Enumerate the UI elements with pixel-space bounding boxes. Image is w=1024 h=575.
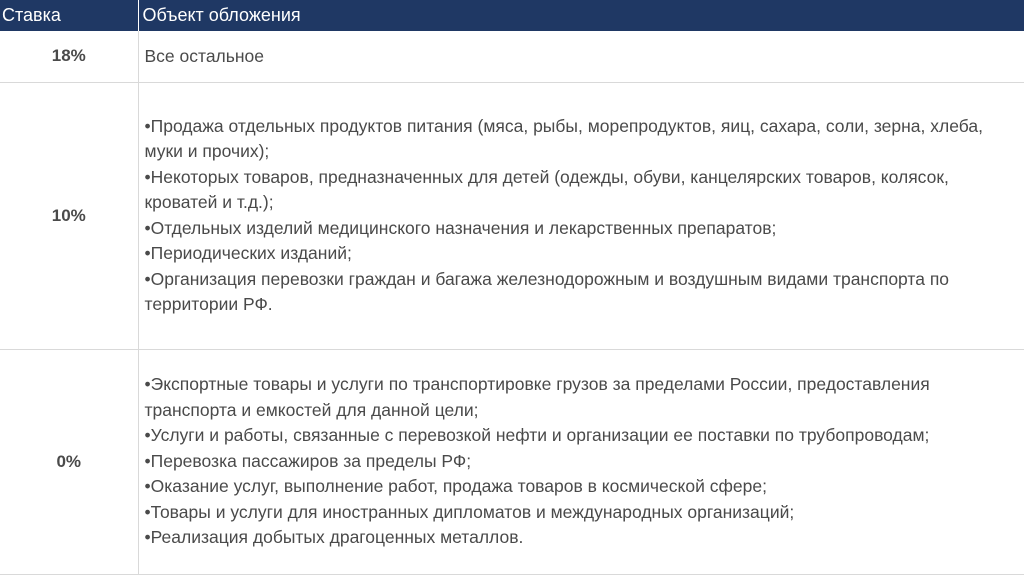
list-item: •Перевозка пассажиров за пределы РФ; [144,450,472,471]
list-item: •Отдельных изделий медицинского назначения и лекарственных препаратов; [144,217,777,238]
table-row [0,31,1024,82]
header-object: Объект обложения [138,0,1024,31]
object-cell [138,82,1024,349]
list-item: •Периодических изданий; [144,243,352,263]
list-item: •Товары и услуги для иностранных дипломатов и международных организаций; [144,501,795,522]
rate-cell: 0% [0,349,138,574]
table-row [0,82,1024,349]
header-rate: Ставка [0,0,138,31]
list-item: •Продажа отдельных продуктов питания (мяса, рыбы, морепродуктов, яиц, сахара, соли, зерна, хлеба, муки и прочих); [144,115,983,161]
table-row [0,349,1024,574]
list-item: •Реализация добытых драгоценных металлов. [144,527,524,548]
rate-cell: 18% [0,31,138,82]
object-cell [138,349,1024,574]
list-item: •Экспортные товары и услуги по транспортировке грузов за пределами России, предоставления транспорта и емкостей для данной цели; [144,374,930,420]
list-item: Все остальное [144,45,265,66]
object-cell [138,31,1024,82]
list-item: •Организация перевозки граждан и багажа железнодорожным и воздушным видами транспорта по территории РФ. [144,268,950,314]
table-header-row [0,0,1024,31]
list-item: •Оказание услуг, выполнение работ, продажа товаров в космической сфере; [144,476,767,497]
rate-cell: 10% [0,82,138,349]
list-item: •Услуги и работы, связанные с перевозкой нефти и организации ее поставки по трубопроводам; [144,425,930,446]
list-item: •Некоторых товаров, предназначенных для детей (одежды, обуви, канцелярских товаров, колясок, кроватей и т.д.); [144,166,949,212]
